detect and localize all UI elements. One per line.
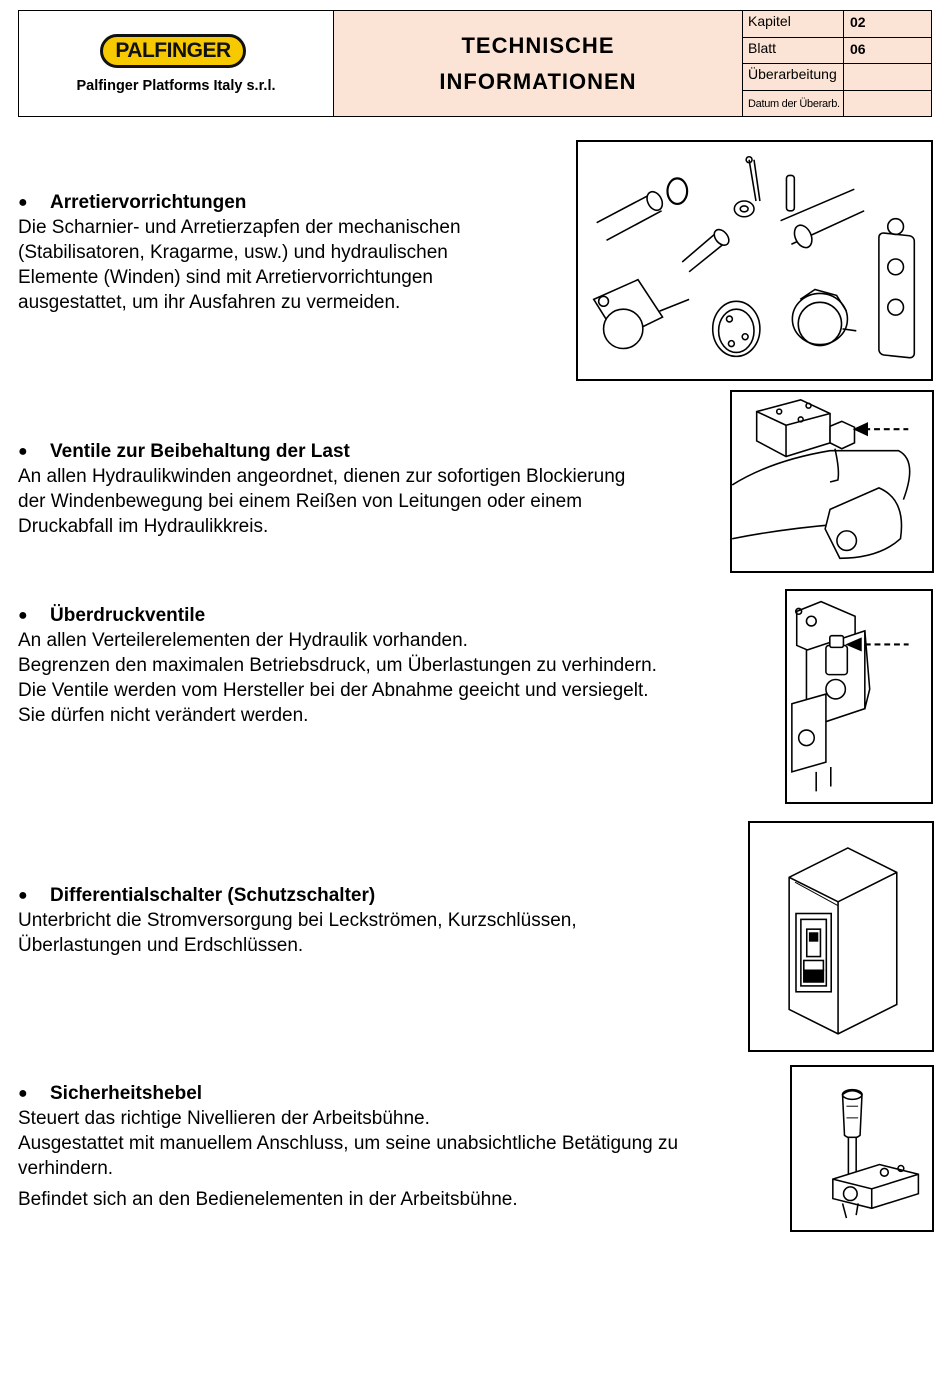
section-line: Die Scharnier- und Arretierzapfen der mechanischen (18, 217, 461, 238)
bullet-icon: ● (18, 887, 28, 904)
section-line: Begrenzen den maximalen Betriebsdruck, um Überlastungen zu verhindern. (18, 655, 657, 676)
section-line: Elemente (Winden) sind mit Arretiervorrichtungen (18, 267, 434, 288)
meta-table (743, 11, 931, 116)
section-line: Unterbricht die Stromversorgung bei Leckströmen, Kurzschlüssen, (18, 910, 577, 931)
section-heading (18, 190, 461, 215)
section-line: Überlastungen und Erdschlüssen. (18, 935, 304, 956)
meta-label: Blatt (743, 38, 844, 64)
title-line-2: INFORMATIONEN (439, 68, 637, 94)
bullet-icon: ● (18, 443, 28, 460)
section-line: (Stabilisatoren, Kragarme, usw.) und hydraulischen (18, 242, 448, 263)
section-line: An allen Verteilerelementen der Hydraulik vorhanden. (18, 630, 468, 651)
section-line: Druckabfall im Hydraulikkreis. (18, 516, 269, 537)
company-name: Palfinger Platforms Italy s.r.l. (76, 78, 276, 94)
section-sicherheitshebel (18, 1081, 678, 1212)
circuit-breaker-box-illustration (748, 821, 934, 1052)
section-title: Differentialschalter (Schutzschalter) (50, 885, 376, 906)
section-line: Sie dürfen nicht verändert werden. (18, 705, 309, 726)
section-line: der Windenbewegung bei einem Reißen von Leitungen oder einem (18, 491, 583, 512)
section-line: An allen Hydraulikwinden angeordnet, dienen zur sofortigen Blockierung (18, 466, 626, 487)
section-ueberdruckventile (18, 603, 657, 728)
bullet-icon: ● (18, 607, 28, 624)
section-heading (18, 883, 577, 908)
load-holding-valve-illustration (730, 390, 934, 573)
bullet-icon: ● (18, 194, 28, 211)
section-line: ausgestattet, um ihr Ausfahren zu vermeiden. (18, 292, 401, 313)
meta-value (844, 64, 931, 90)
pressure-relief-valve-illustration (785, 589, 933, 804)
meta-row-kapitel (743, 11, 931, 38)
section-title: Ventile zur Beibehaltung der Last (50, 441, 350, 462)
section-title: Überdruckventile (50, 605, 206, 626)
section-ventile-last (18, 439, 625, 539)
section-title: Sicherheitshebel (50, 1083, 203, 1104)
meta-row-blatt (743, 38, 931, 65)
palfinger-logo: PALFINGER (100, 34, 246, 68)
section-title: Arretiervorrichtungen (50, 192, 247, 213)
meta-label: Überarbeitung (743, 64, 844, 90)
bullet-icon: ● (18, 1085, 28, 1102)
locking-pins-illustration (576, 140, 933, 381)
meta-label: Datum der Überarb. (743, 91, 844, 117)
section-heading (18, 603, 657, 628)
title-line-1: TECHNISCHE (461, 32, 615, 58)
logo-cell (19, 11, 334, 116)
safety-lever-illustration (790, 1065, 934, 1232)
meta-value: 02 (850, 14, 866, 30)
meta-value (844, 91, 931, 117)
section-line: Ausgestattet mit manuellem Anschluss, um seine unabsichtliche Betätigung zu (18, 1133, 679, 1154)
section-line: Die Ventile werden vom Hersteller bei der Abnahme geeicht und versiegelt. (18, 680, 649, 701)
meta-row-ueberarbeitung (743, 64, 931, 91)
section-differentialschalter (18, 883, 577, 958)
section-heading (18, 1081, 678, 1106)
meta-label: Kapitel (743, 11, 844, 37)
document-header (18, 10, 932, 117)
section-line: Befindet sich an den Bedienelementen in der Arbeitsbühne. (18, 1189, 518, 1210)
section-line: Steuert das richtige Nivellieren der Arbeitsbühne. (18, 1108, 430, 1129)
section-arretiervorrichtungen (18, 190, 461, 315)
section-line: verhindern. (18, 1158, 114, 1179)
meta-row-datum (743, 91, 931, 117)
meta-value: 06 (850, 40, 866, 57)
section-heading (18, 439, 625, 464)
document-title (334, 11, 743, 116)
